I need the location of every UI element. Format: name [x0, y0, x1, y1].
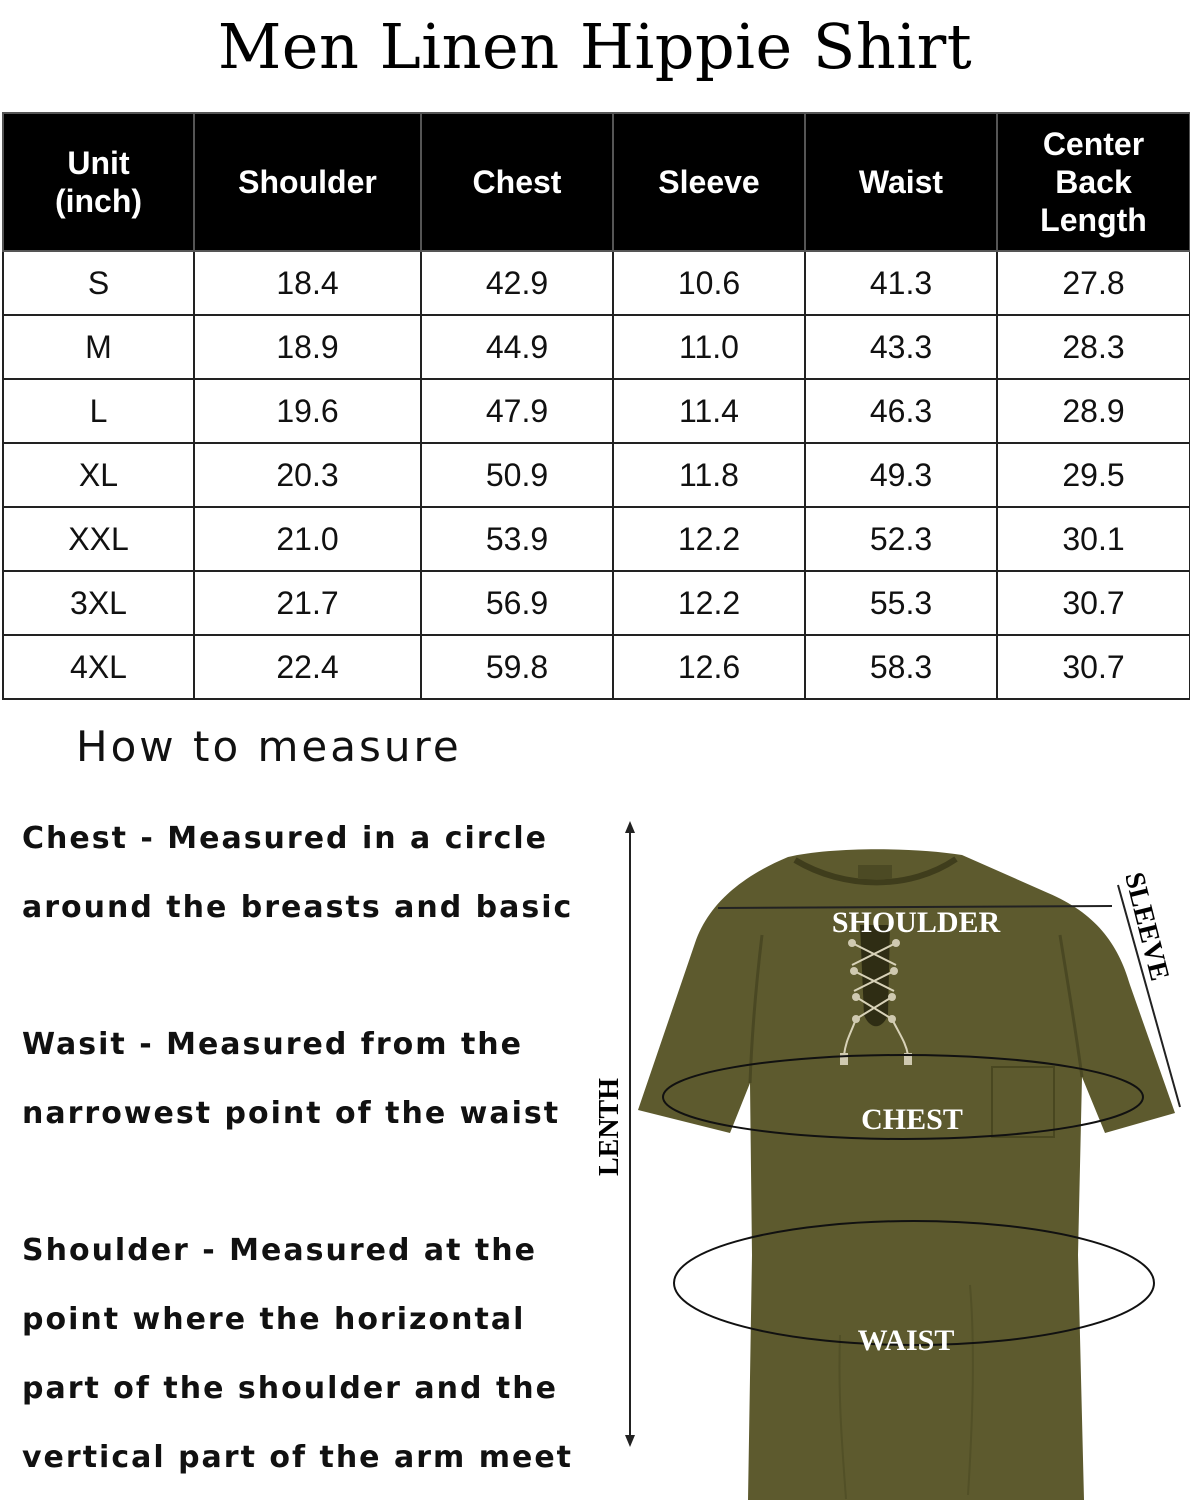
- table-cell: 30.7: [997, 635, 1190, 699]
- header-line: Center: [1042, 126, 1145, 162]
- chart-title: Men Linen Hippie Shirt: [217, 10, 973, 83]
- shoulder-description: [22, 1216, 622, 1492]
- length-label: LENTH: [594, 1077, 625, 1177]
- table-cell: 22.4: [194, 635, 421, 699]
- table-cell: 44.9: [421, 315, 613, 379]
- header-chest: [421, 113, 613, 251]
- header-line: Length: [1040, 202, 1147, 238]
- table-cell: 18.4: [194, 251, 421, 315]
- waist-label: WAIST: [857, 1324, 955, 1357]
- description-line: part of the shoulder and the: [22, 1371, 558, 1406]
- header-waist: [805, 113, 997, 251]
- table-cell: 56.9: [421, 571, 613, 635]
- header-line: Unit: [67, 145, 130, 181]
- table-cell: 27.8: [997, 251, 1190, 315]
- description-line: narrowest point of the waist: [22, 1096, 561, 1131]
- shirt-tag: [858, 865, 892, 879]
- header-row: [3, 113, 1190, 251]
- table-row: [3, 315, 1190, 379]
- table-cell: 29.5: [997, 443, 1190, 507]
- chest-description: [22, 804, 622, 942]
- table-cell: 12.6: [613, 635, 805, 699]
- table-cell: 47.9: [421, 379, 613, 443]
- table-cell: S: [3, 251, 194, 315]
- table-cell: 28.3: [997, 315, 1190, 379]
- size-table: [2, 112, 1190, 700]
- header-line: Shoulder: [238, 164, 377, 200]
- shirt-diagram: [590, 815, 1190, 1500]
- table-cell: 30.1: [997, 507, 1190, 571]
- table-row: [3, 443, 1190, 507]
- table-row: [3, 571, 1190, 635]
- header-line: (inch): [54, 183, 143, 219]
- table-cell: M: [3, 315, 194, 379]
- table-cell: 11.0: [613, 315, 805, 379]
- table-cell: 58.3: [805, 635, 997, 699]
- table-cell: 55.3: [805, 571, 997, 635]
- table-cell: 50.9: [421, 443, 613, 507]
- table-cell: 21.0: [194, 507, 421, 571]
- length-arrow: [625, 821, 635, 1447]
- header-line: Waist: [858, 164, 944, 200]
- table-row: [3, 251, 1190, 315]
- description-line: Shoulder - Measured at the: [22, 1233, 537, 1268]
- table-row: [3, 507, 1190, 571]
- shirt-measurement-figure: [590, 815, 1190, 1500]
- table-row: [3, 635, 1190, 699]
- table-cell: 42.9: [421, 251, 613, 315]
- header-line: Chest: [472, 164, 562, 200]
- table-cell: 52.3: [805, 507, 997, 571]
- table-cell: L: [3, 379, 194, 443]
- table-cell: XXL: [3, 507, 194, 571]
- table-cell: 43.3: [805, 315, 997, 379]
- description-line: around the breasts and basic: [22, 890, 574, 925]
- table-cell: 46.3: [805, 379, 997, 443]
- table-cell: 19.6: [194, 379, 421, 443]
- header-line: Sleeve: [658, 164, 760, 200]
- sleeve-label: SLEEVE: [1118, 869, 1176, 984]
- header-unit: [3, 113, 194, 251]
- description-line: point where the horizontal: [22, 1302, 526, 1337]
- shoulder-label: SHOULDER: [831, 906, 1001, 939]
- shirt-body: [638, 849, 1175, 1500]
- table-cell: 11.4: [613, 379, 805, 443]
- header-line: Back: [1055, 164, 1132, 200]
- header-sleeve: [613, 113, 805, 251]
- table-cell: 12.2: [613, 571, 805, 635]
- how-to-measure-heading: How to measure: [76, 722, 462, 771]
- header-shoulder: [194, 113, 421, 251]
- table-cell: 10.6: [613, 251, 805, 315]
- description-line: Chest - Measured in a circle: [22, 821, 549, 856]
- header-center-back-length: [997, 113, 1190, 251]
- table-cell: 21.7: [194, 571, 421, 635]
- description-line: vertical part of the arm meet: [22, 1440, 574, 1475]
- table-cell: 28.9: [997, 379, 1190, 443]
- table-row: [3, 379, 1190, 443]
- table-cell: 3XL: [3, 571, 194, 635]
- table-cell: 11.8: [613, 443, 805, 507]
- table-cell: 4XL: [3, 635, 194, 699]
- table-cell: 12.2: [613, 507, 805, 571]
- table-cell: 30.7: [997, 571, 1190, 635]
- table-cell: 49.3: [805, 443, 997, 507]
- table-cell: 59.8: [421, 635, 613, 699]
- table-cell: 20.3: [194, 443, 421, 507]
- description-line: Wasit - Measured from the: [22, 1027, 524, 1062]
- waist-description: [22, 1010, 622, 1148]
- table-cell: 18.9: [194, 315, 421, 379]
- table-cell: XL: [3, 443, 194, 507]
- chest-label: CHEST: [861, 1103, 963, 1136]
- table-cell: 41.3: [805, 251, 997, 315]
- table-cell: 53.9: [421, 507, 613, 571]
